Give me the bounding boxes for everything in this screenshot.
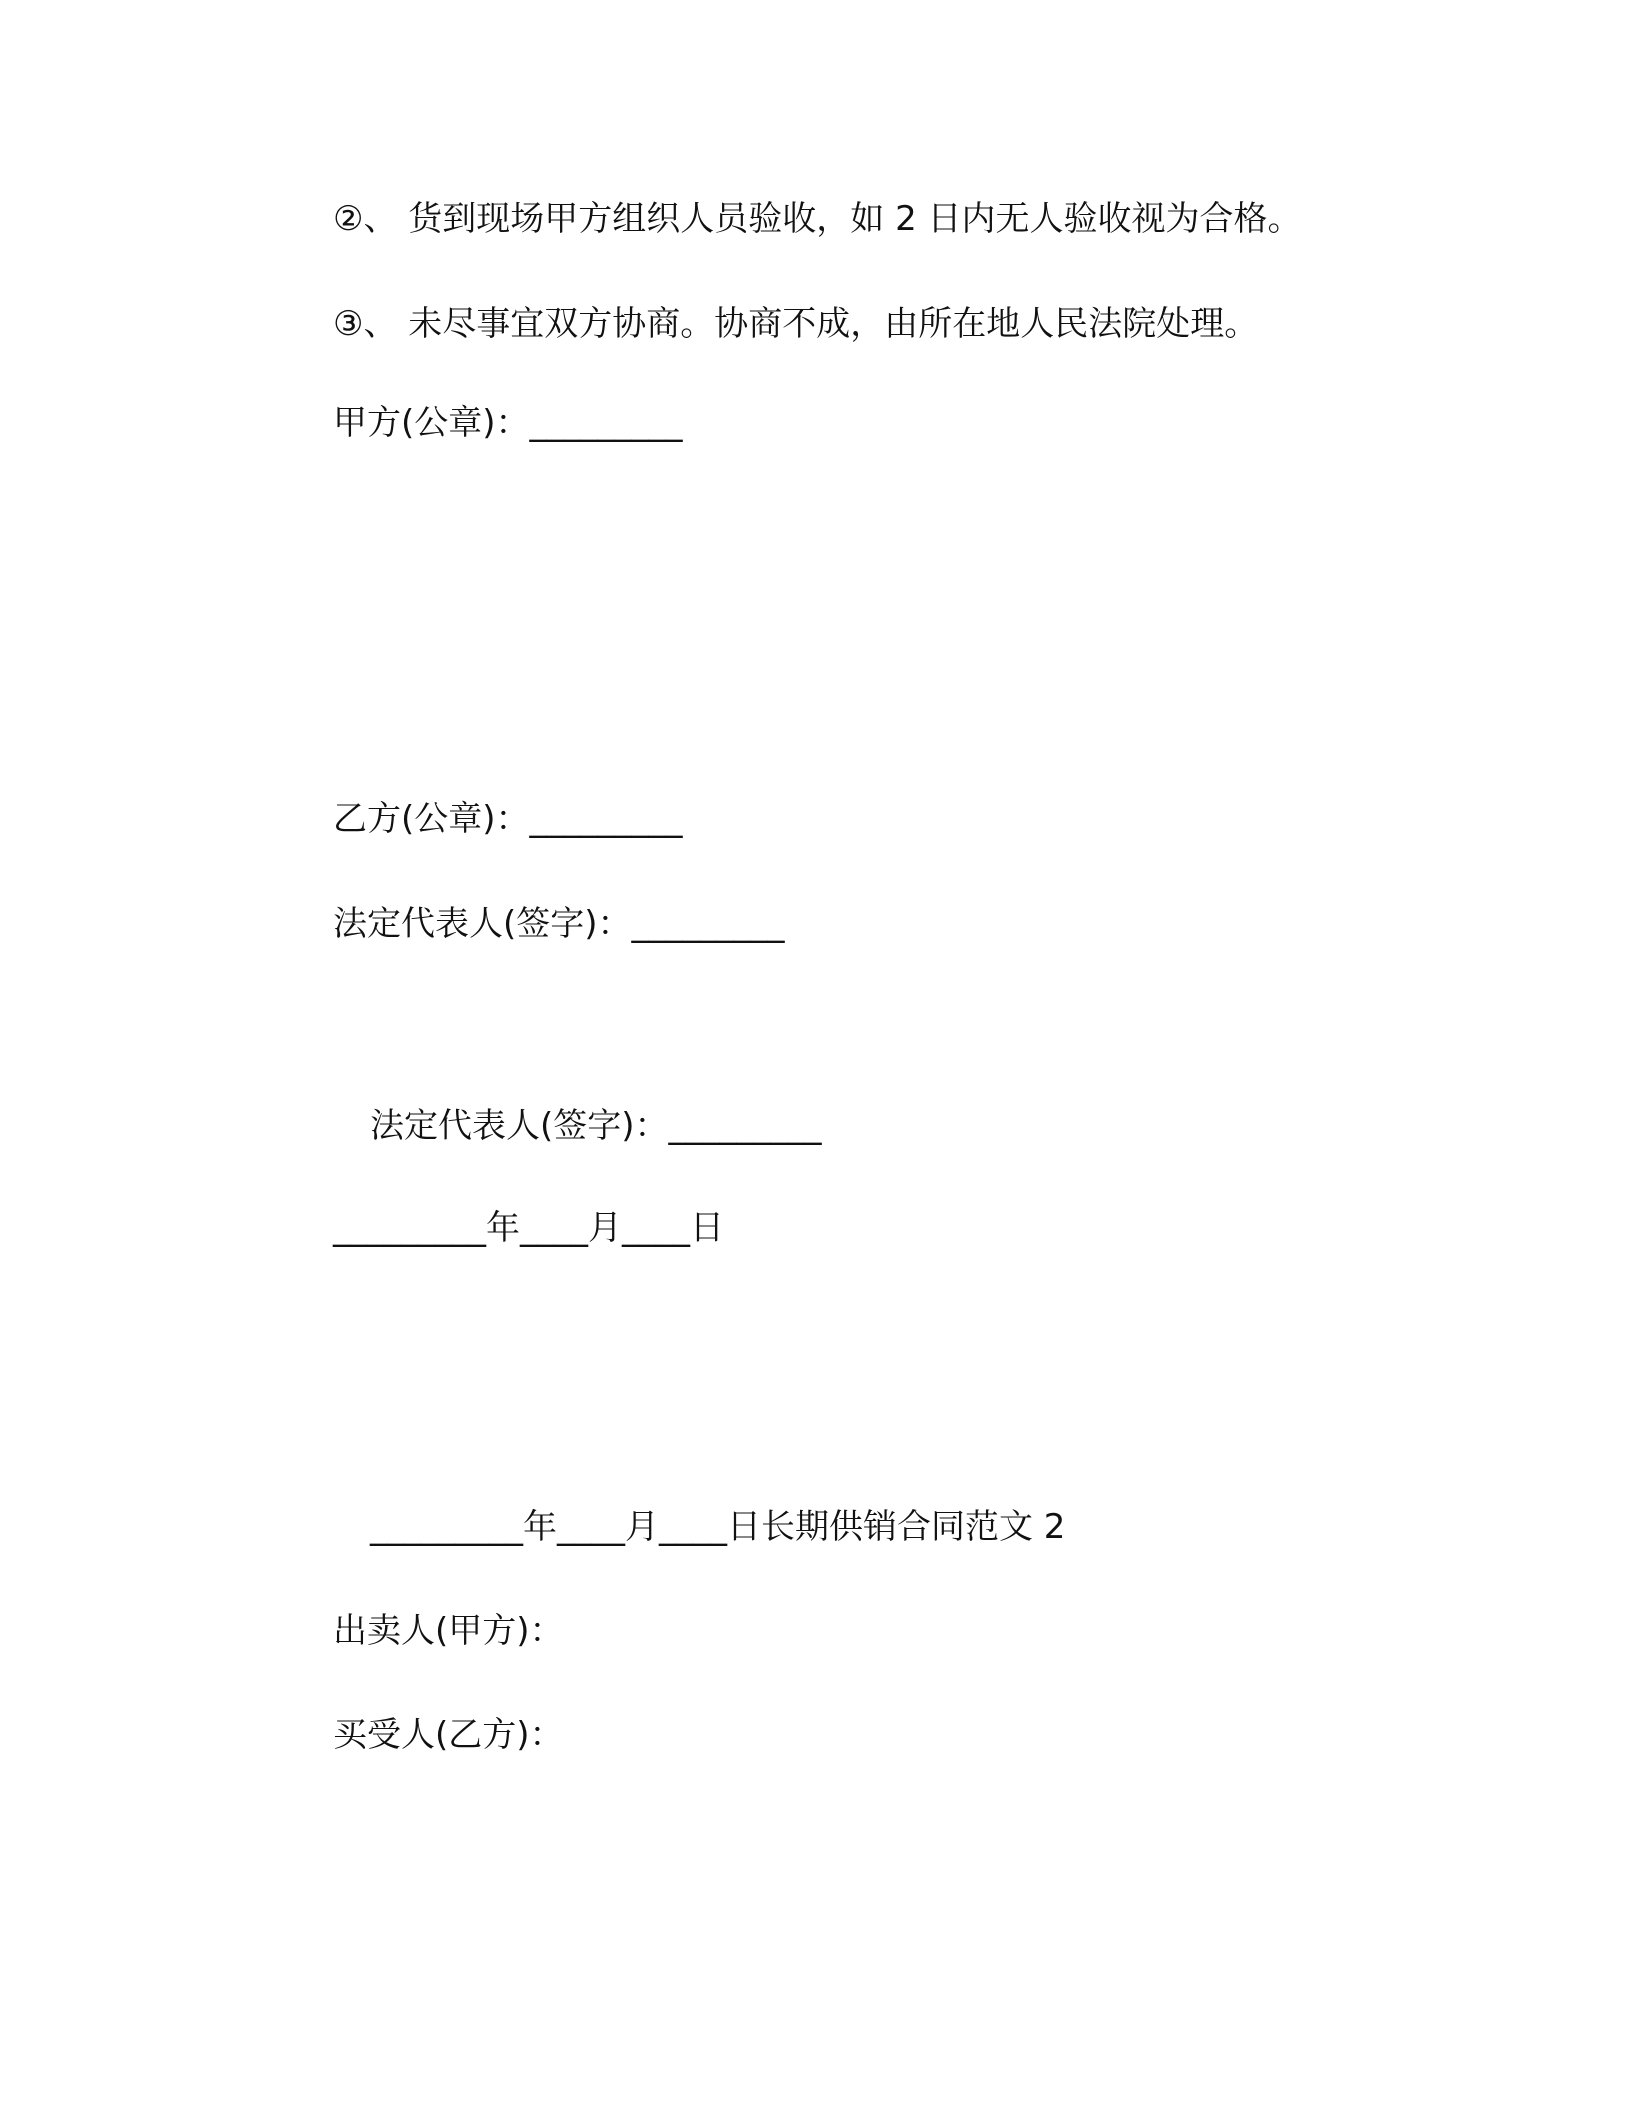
party-b-seal: 乙方(公章)：_________ [333,799,683,839]
clause-dispute: ③、 未尽事宜双方协商。协商不成，由所在地人民法院处理。 [333,304,1259,344]
signing-date: _________年____月____日 [333,1208,724,1248]
contract-title-2: _________年____月____日长期供销合同范文 2 [370,1507,1066,1547]
buyer-label: 买受人(乙方)： [333,1715,564,1755]
legal-rep-signature-b: 法定代表人(签字)：_________ [370,1106,822,1146]
seller-label: 出卖人(甲方)： [333,1611,564,1651]
clause-acceptance: ②、 货到现场甲方组织人员验收，如 2 日内无人验收视为合格。 [333,199,1302,239]
party-a-seal: 甲方(公章)：_________ [333,403,683,443]
legal-rep-signature-a: 法定代表人(签字)：_________ [333,904,785,944]
